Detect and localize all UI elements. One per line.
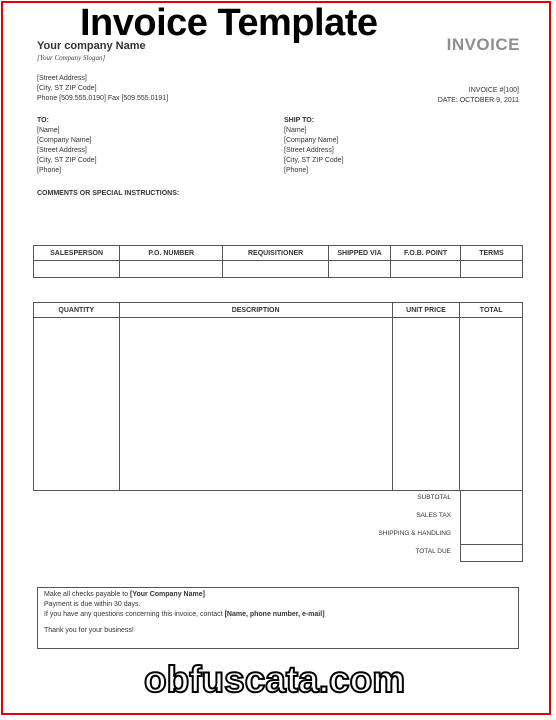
ship-to-block: [284, 116, 344, 176]
address-line: [Street Address]: [37, 75, 87, 82]
company-name: Your company Name: [37, 40, 146, 52]
col-total: TOTAL: [460, 303, 523, 318]
total-due-row: [300, 544, 523, 562]
cell-terms[interactable]: [460, 261, 522, 278]
ship-to-line: [City, ST ZIP Code]: [284, 157, 344, 164]
cell-quantity[interactable]: [34, 318, 120, 491]
col-po-number: P.O. NUMBER: [120, 246, 223, 261]
shipping-label: SHIPPING & HANDLING: [378, 530, 451, 537]
contact-prefix: If you have any questions concerning this invoice, contact: [44, 611, 225, 618]
col-unit-price: UNIT PRICE: [392, 303, 460, 318]
order-info-table: [33, 245, 523, 278]
sales-tax-value-box[interactable]: [460, 508, 523, 526]
invoice-number: INVOICE #[100]: [468, 87, 519, 94]
bill-to-label: TO:: [37, 117, 49, 124]
address-line: Phone [509.555.0190] Fax [509.555.0191]: [37, 95, 169, 102]
cell-description[interactable]: [119, 318, 392, 491]
bill-to-line: [Phone]: [37, 167, 62, 174]
subtotal-label: SUBTOTAL: [417, 494, 451, 501]
table-row: [34, 318, 523, 491]
col-shipped-via: SHIPPED VIA: [328, 246, 390, 261]
ship-to-line: [Phone]: [284, 167, 309, 174]
table-header-row: [34, 246, 523, 261]
col-salesperson: SALESPERSON: [34, 246, 120, 261]
payable-prefix: Make all checks payable to: [44, 591, 130, 598]
address-line: [City, ST ZIP Code]: [37, 85, 97, 92]
subtotal-row: [300, 490, 523, 508]
bill-to-line: [Company Name]: [37, 137, 92, 144]
contact-details: [Name, phone number, e-mail]: [224, 611, 325, 618]
col-quantity: QUANTITY: [34, 303, 120, 318]
table-header-row: [34, 303, 523, 318]
payment-note-line: [44, 610, 512, 620]
cell-unit-price[interactable]: [392, 318, 460, 491]
invoice-heading: INVOICE: [446, 35, 520, 54]
total-due-value-box[interactable]: [460, 544, 523, 562]
bill-to-line: [City, ST ZIP Code]: [37, 157, 97, 164]
table-row: [34, 261, 523, 278]
shipping-value-box[interactable]: [460, 526, 523, 544]
col-description: DESCRIPTION: [119, 303, 392, 318]
bill-to-line: [Street Address]: [37, 147, 87, 154]
banner-title: Invoice Template: [80, 2, 378, 44]
col-requisitioner: REQUISITIONER: [223, 246, 329, 261]
line-items-table: [33, 302, 523, 491]
cell-po-number[interactable]: [120, 261, 223, 278]
company-address: [37, 74, 168, 104]
sales-tax-label: SALES TAX: [416, 512, 451, 519]
comments-label: COMMENTS OR SPECIAL INSTRUCTIONS:: [37, 190, 180, 197]
ship-to-line: [Street Address]: [284, 147, 334, 154]
payable-company: [Your Company Name]: [130, 591, 205, 598]
subtotal-value-box[interactable]: [460, 490, 523, 508]
sales-tax-row: [300, 508, 523, 526]
payment-note-line: [44, 590, 512, 600]
payment-note-line: Payment is due within 30 days.: [44, 601, 141, 608]
watermark-text: obfuscata.com: [144, 659, 406, 700]
cell-shipped-via[interactable]: [328, 261, 390, 278]
col-terms: TERMS: [460, 246, 522, 261]
payment-notes-box: [37, 587, 519, 649]
bill-to-block: [37, 116, 97, 176]
cell-total[interactable]: [460, 318, 523, 491]
cell-salesperson[interactable]: [34, 261, 120, 278]
invoice-meta: [438, 86, 519, 106]
ship-to-line: [Company Name]: [284, 137, 339, 144]
total-due-label: TOTAL DUE: [415, 548, 451, 555]
shipping-row: [300, 526, 523, 544]
company-slogan: [Your Company Slogan]: [37, 54, 106, 62]
invoice-date: DATE: OCTOBER 9, 2011: [437, 97, 519, 104]
col-fob-point: F.O.B. POINT: [391, 246, 461, 261]
cell-requisitioner[interactable]: [223, 261, 329, 278]
ship-to-line: [Name]: [284, 127, 307, 134]
cell-fob-point[interactable]: [391, 261, 461, 278]
thank-you-line: Thank you for your business!: [44, 627, 134, 634]
ship-to-label: SHIP TO:: [284, 117, 315, 124]
bill-to-line: [Name]: [37, 127, 60, 134]
